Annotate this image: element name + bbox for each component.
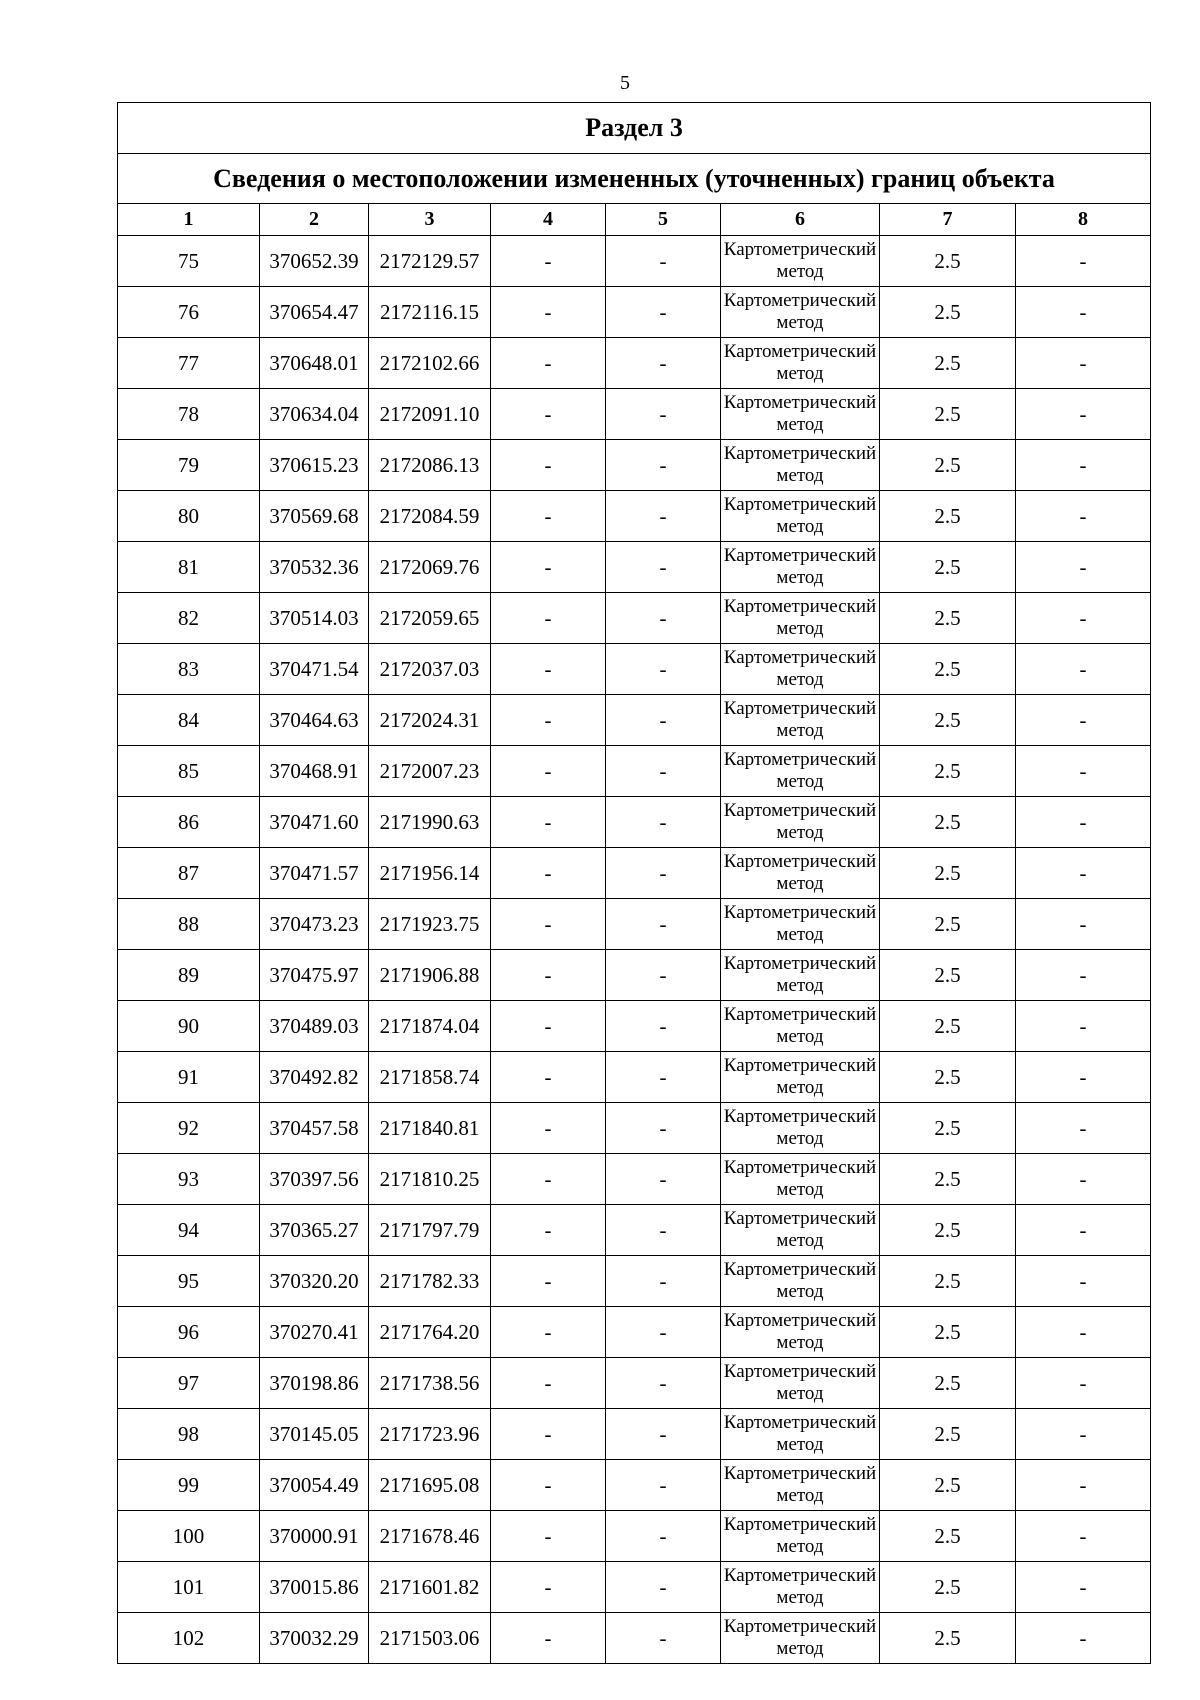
column-8-cell: - (1016, 644, 1151, 695)
column-8-cell: - (1016, 287, 1151, 338)
point-number-cell: 78 (118, 389, 260, 440)
section-subtitle: Сведения о местоположении измененных (уточненных) границ объекта (118, 154, 1151, 204)
column-8-cell: - (1016, 1052, 1151, 1103)
y-coordinate-cell: 2171858.74 (369, 1052, 491, 1103)
y-coordinate-cell: 2172129.57 (369, 236, 491, 287)
method-cell: Картометрический метод (721, 287, 880, 338)
column-8-cell: - (1016, 797, 1151, 848)
y-coordinate-cell: 2171923.75 (369, 899, 491, 950)
accuracy-cell: 2.5 (880, 1154, 1016, 1205)
x-coordinate-cell: 370473.23 (260, 899, 369, 950)
y-coordinate-cell: 2171503.06 (369, 1613, 491, 1664)
column-4-cell: - (491, 440, 606, 491)
table-body (118, 236, 1151, 1664)
x-coordinate-cell: 370634.04 (260, 389, 369, 440)
y-coordinate-cell: 2171990.63 (369, 797, 491, 848)
x-coordinate-cell: 370654.47 (260, 287, 369, 338)
point-number-cell: 100 (118, 1511, 260, 1562)
accuracy-cell: 2.5 (880, 899, 1016, 950)
y-coordinate-cell: 2171840.81 (369, 1103, 491, 1154)
table-row (118, 1307, 1151, 1358)
column-4-cell: - (491, 1103, 606, 1154)
column-5-cell: - (606, 1205, 721, 1256)
accuracy-cell: 2.5 (880, 287, 1016, 338)
table-row (118, 1154, 1151, 1205)
table-row (118, 1562, 1151, 1613)
y-coordinate-cell: 2172007.23 (369, 746, 491, 797)
method-cell: Картометрический метод (721, 1613, 880, 1664)
y-coordinate-cell: 2171906.88 (369, 950, 491, 1001)
column-4-cell: - (491, 491, 606, 542)
table-row (118, 695, 1151, 746)
column-4-cell: - (491, 287, 606, 338)
column-8-cell: - (1016, 848, 1151, 899)
y-coordinate-cell: 2171723.96 (369, 1409, 491, 1460)
column-5-cell: - (606, 236, 721, 287)
accuracy-cell: 2.5 (880, 542, 1016, 593)
table-row (118, 1103, 1151, 1154)
column-8-cell: - (1016, 695, 1151, 746)
y-coordinate-cell: 2172086.13 (369, 440, 491, 491)
point-number-cell: 98 (118, 1409, 260, 1460)
column-4-cell: - (491, 1358, 606, 1409)
column-4-cell: - (491, 950, 606, 1001)
accuracy-cell: 2.5 (880, 1409, 1016, 1460)
column-5-cell: - (606, 491, 721, 542)
column-5-cell: - (606, 389, 721, 440)
table-row (118, 593, 1151, 644)
point-number-cell: 88 (118, 899, 260, 950)
x-coordinate-cell: 370054.49 (260, 1460, 369, 1511)
column-5-cell: - (606, 338, 721, 389)
column-4-cell: - (491, 1409, 606, 1460)
column-5-cell: - (606, 1613, 721, 1664)
column-4-cell: - (491, 1613, 606, 1664)
column-5-cell: - (606, 440, 721, 491)
accuracy-cell: 2.5 (880, 1613, 1016, 1664)
point-number-cell: 101 (118, 1562, 260, 1613)
column-5-cell: - (606, 644, 721, 695)
column-8-cell: - (1016, 950, 1151, 1001)
column-5-cell: - (606, 1307, 721, 1358)
point-number-cell: 99 (118, 1460, 260, 1511)
point-number-cell: 96 (118, 1307, 260, 1358)
x-coordinate-cell: 370615.23 (260, 440, 369, 491)
method-cell: Картометрический метод (721, 542, 880, 593)
column-5-cell: - (606, 542, 721, 593)
method-cell: Картометрический метод (721, 1205, 880, 1256)
column-4-cell: - (491, 389, 606, 440)
column-4-cell: - (491, 848, 606, 899)
method-cell: Картометрический метод (721, 1256, 880, 1307)
table-row (118, 1409, 1151, 1460)
column-5-cell: - (606, 695, 721, 746)
accuracy-cell: 2.5 (880, 1001, 1016, 1052)
column-header: 5 (606, 204, 721, 236)
boundary-table (117, 102, 1151, 1664)
column-4-cell: - (491, 746, 606, 797)
x-coordinate-cell: 370015.86 (260, 1562, 369, 1613)
x-coordinate-cell: 370464.63 (260, 695, 369, 746)
column-5-cell: - (606, 287, 721, 338)
column-8-cell: - (1016, 1562, 1151, 1613)
column-header: 7 (880, 204, 1016, 236)
x-coordinate-cell: 370145.05 (260, 1409, 369, 1460)
column-8-cell: - (1016, 1460, 1151, 1511)
y-coordinate-cell: 2171695.08 (369, 1460, 491, 1511)
accuracy-cell: 2.5 (880, 1052, 1016, 1103)
y-coordinate-cell: 2172069.76 (369, 542, 491, 593)
column-4-cell: - (491, 644, 606, 695)
column-8-cell: - (1016, 1358, 1151, 1409)
table-row (118, 746, 1151, 797)
column-8-cell: - (1016, 236, 1151, 287)
accuracy-cell: 2.5 (880, 593, 1016, 644)
x-coordinate-cell: 370397.56 (260, 1154, 369, 1205)
accuracy-cell: 2.5 (880, 1460, 1016, 1511)
x-coordinate-cell: 370471.54 (260, 644, 369, 695)
table-row (118, 644, 1151, 695)
table-row (118, 491, 1151, 542)
table-row (118, 440, 1151, 491)
method-cell: Картометрический метод (721, 338, 880, 389)
y-coordinate-cell: 2172091.10 (369, 389, 491, 440)
accuracy-cell: 2.5 (880, 1205, 1016, 1256)
column-8-cell: - (1016, 338, 1151, 389)
method-cell: Картометрический метод (721, 797, 880, 848)
column-8-cell: - (1016, 389, 1151, 440)
method-cell: Картометрический метод (721, 848, 880, 899)
method-cell: Картометрический метод (721, 1460, 880, 1511)
point-number-cell: 97 (118, 1358, 260, 1409)
column-4-cell: - (491, 1154, 606, 1205)
column-5-cell: - (606, 1562, 721, 1613)
x-coordinate-cell: 370198.86 (260, 1358, 369, 1409)
column-8-cell: - (1016, 1511, 1151, 1562)
x-coordinate-cell: 370000.91 (260, 1511, 369, 1562)
column-8-cell: - (1016, 542, 1151, 593)
accuracy-cell: 2.5 (880, 746, 1016, 797)
accuracy-cell: 2.5 (880, 440, 1016, 491)
column-4-cell: - (491, 593, 606, 644)
column-header: 8 (1016, 204, 1151, 236)
y-coordinate-cell: 2171678.46 (369, 1511, 491, 1562)
x-coordinate-cell: 370471.57 (260, 848, 369, 899)
method-cell: Картометрический метод (721, 1103, 880, 1154)
y-coordinate-cell: 2171738.56 (369, 1358, 491, 1409)
point-number-cell: 81 (118, 542, 260, 593)
column-4-cell: - (491, 797, 606, 848)
column-header: 3 (369, 204, 491, 236)
column-header: 4 (491, 204, 606, 236)
point-number-cell: 89 (118, 950, 260, 1001)
method-cell: Картометрический метод (721, 1562, 880, 1613)
table-row (118, 899, 1151, 950)
x-coordinate-cell: 370471.60 (260, 797, 369, 848)
accuracy-cell: 2.5 (880, 389, 1016, 440)
column-4-cell: - (491, 1307, 606, 1358)
point-number-cell: 79 (118, 440, 260, 491)
table-row (118, 389, 1151, 440)
point-number-cell: 80 (118, 491, 260, 542)
method-cell: Картометрический метод (721, 236, 880, 287)
y-coordinate-cell: 2172059.65 (369, 593, 491, 644)
point-number-cell: 87 (118, 848, 260, 899)
point-number-cell: 90 (118, 1001, 260, 1052)
table-row (118, 1511, 1151, 1562)
column-8-cell: - (1016, 1103, 1151, 1154)
accuracy-cell: 2.5 (880, 1256, 1016, 1307)
accuracy-cell: 2.5 (880, 1358, 1016, 1409)
table-row (118, 797, 1151, 848)
table-row (118, 542, 1151, 593)
point-number-cell: 93 (118, 1154, 260, 1205)
point-number-cell: 92 (118, 1103, 260, 1154)
x-coordinate-cell: 370514.03 (260, 593, 369, 644)
column-5-cell: - (606, 593, 721, 644)
column-8-cell: - (1016, 1154, 1151, 1205)
column-8-cell: - (1016, 746, 1151, 797)
column-5-cell: - (606, 1256, 721, 1307)
column-5-cell: - (606, 950, 721, 1001)
point-number-cell: 75 (118, 236, 260, 287)
column-8-cell: - (1016, 491, 1151, 542)
column-4-cell: - (491, 236, 606, 287)
column-4-cell: - (491, 1256, 606, 1307)
method-cell: Картометрический метод (721, 1052, 880, 1103)
y-coordinate-cell: 2172084.59 (369, 491, 491, 542)
x-coordinate-cell: 370032.29 (260, 1613, 369, 1664)
column-4-cell: - (491, 1001, 606, 1052)
column-8-cell: - (1016, 1307, 1151, 1358)
method-cell: Картометрический метод (721, 1001, 880, 1052)
y-coordinate-cell: 2171797.79 (369, 1205, 491, 1256)
column-header: 1 (118, 204, 260, 236)
column-5-cell: - (606, 1358, 721, 1409)
point-number-cell: 83 (118, 644, 260, 695)
accuracy-cell: 2.5 (880, 950, 1016, 1001)
x-coordinate-cell: 370569.68 (260, 491, 369, 542)
column-8-cell: - (1016, 440, 1151, 491)
y-coordinate-cell: 2172102.66 (369, 338, 491, 389)
point-number-cell: 77 (118, 338, 260, 389)
method-cell: Картометрический метод (721, 1307, 880, 1358)
table-row (118, 1460, 1151, 1511)
y-coordinate-cell: 2171601.82 (369, 1562, 491, 1613)
column-8-cell: - (1016, 593, 1151, 644)
accuracy-cell: 2.5 (880, 491, 1016, 542)
section-title: Раздел 3 (118, 103, 1151, 154)
x-coordinate-cell: 370532.36 (260, 542, 369, 593)
table-row (118, 1001, 1151, 1052)
table-row (118, 236, 1151, 287)
column-5-cell: - (606, 1511, 721, 1562)
column-5-cell: - (606, 1103, 721, 1154)
page-number: 5 (620, 72, 630, 94)
table-row (118, 1052, 1151, 1103)
accuracy-cell: 2.5 (880, 1103, 1016, 1154)
column-header: 2 (260, 204, 369, 236)
column-5-cell: - (606, 746, 721, 797)
accuracy-cell: 2.5 (880, 1307, 1016, 1358)
y-coordinate-cell: 2171782.33 (369, 1256, 491, 1307)
column-5-cell: - (606, 1409, 721, 1460)
method-cell: Картометрический метод (721, 1154, 880, 1205)
method-cell: Картометрический метод (721, 695, 880, 746)
table-row (118, 950, 1151, 1001)
accuracy-cell: 2.5 (880, 797, 1016, 848)
column-4-cell: - (491, 1562, 606, 1613)
table-row (118, 338, 1151, 389)
column-8-cell: - (1016, 1001, 1151, 1052)
column-4-cell: - (491, 1205, 606, 1256)
x-coordinate-cell: 370652.39 (260, 236, 369, 287)
column-4-cell: - (491, 1052, 606, 1103)
x-coordinate-cell: 370365.27 (260, 1205, 369, 1256)
accuracy-cell: 2.5 (880, 1562, 1016, 1613)
point-number-cell: 95 (118, 1256, 260, 1307)
y-coordinate-cell: 2172024.31 (369, 695, 491, 746)
y-coordinate-cell: 2171874.04 (369, 1001, 491, 1052)
column-5-cell: - (606, 1154, 721, 1205)
method-cell: Картометрический метод (721, 899, 880, 950)
x-coordinate-cell: 370492.82 (260, 1052, 369, 1103)
column-4-cell: - (491, 1460, 606, 1511)
accuracy-cell: 2.5 (880, 695, 1016, 746)
column-8-cell: - (1016, 1205, 1151, 1256)
table-row (118, 1256, 1151, 1307)
column-5-cell: - (606, 1001, 721, 1052)
column-5-cell: - (606, 899, 721, 950)
column-header: 6 (721, 204, 880, 236)
point-number-cell: 82 (118, 593, 260, 644)
column-5-cell: - (606, 1052, 721, 1103)
table-row (118, 1205, 1151, 1256)
method-cell: Картометрический метод (721, 1409, 880, 1460)
accuracy-cell: 2.5 (880, 1511, 1016, 1562)
column-5-cell: - (606, 1460, 721, 1511)
accuracy-cell: 2.5 (880, 848, 1016, 899)
column-8-cell: - (1016, 899, 1151, 950)
y-coordinate-cell: 2171956.14 (369, 848, 491, 899)
x-coordinate-cell: 370468.91 (260, 746, 369, 797)
column-8-cell: - (1016, 1256, 1151, 1307)
column-5-cell: - (606, 848, 721, 899)
column-4-cell: - (491, 338, 606, 389)
method-cell: Картометрический метод (721, 644, 880, 695)
table-row (118, 1613, 1151, 1664)
point-number-cell: 91 (118, 1052, 260, 1103)
method-cell: Картометрический метод (721, 1358, 880, 1409)
accuracy-cell: 2.5 (880, 338, 1016, 389)
x-coordinate-cell: 370475.97 (260, 950, 369, 1001)
accuracy-cell: 2.5 (880, 644, 1016, 695)
column-header-row (118, 204, 1151, 236)
table-row (118, 1358, 1151, 1409)
x-coordinate-cell: 370489.03 (260, 1001, 369, 1052)
column-4-cell: - (491, 1511, 606, 1562)
column-4-cell: - (491, 899, 606, 950)
point-number-cell: 102 (118, 1613, 260, 1664)
column-8-cell: - (1016, 1613, 1151, 1664)
method-cell: Картометрический метод (721, 389, 880, 440)
column-5-cell: - (606, 797, 721, 848)
accuracy-cell: 2.5 (880, 236, 1016, 287)
point-number-cell: 76 (118, 287, 260, 338)
y-coordinate-cell: 2171810.25 (369, 1154, 491, 1205)
method-cell: Картометрический метод (721, 746, 880, 797)
column-8-cell: - (1016, 1409, 1151, 1460)
method-cell: Картометрический метод (721, 593, 880, 644)
table-row (118, 848, 1151, 899)
y-coordinate-cell: 2172116.15 (369, 287, 491, 338)
x-coordinate-cell: 370320.20 (260, 1256, 369, 1307)
column-4-cell: - (491, 542, 606, 593)
column-4-cell: - (491, 695, 606, 746)
y-coordinate-cell: 2171764.20 (369, 1307, 491, 1358)
method-cell: Картометрический метод (721, 491, 880, 542)
x-coordinate-cell: 370648.01 (260, 338, 369, 389)
method-cell: Картометрический метод (721, 440, 880, 491)
point-number-cell: 86 (118, 797, 260, 848)
point-number-cell: 94 (118, 1205, 260, 1256)
method-cell: Картометрический метод (721, 950, 880, 1001)
x-coordinate-cell: 370457.58 (260, 1103, 369, 1154)
table-row (118, 287, 1151, 338)
method-cell: Картометрический метод (721, 1511, 880, 1562)
point-number-cell: 84 (118, 695, 260, 746)
x-coordinate-cell: 370270.41 (260, 1307, 369, 1358)
y-coordinate-cell: 2172037.03 (369, 644, 491, 695)
point-number-cell: 85 (118, 746, 260, 797)
